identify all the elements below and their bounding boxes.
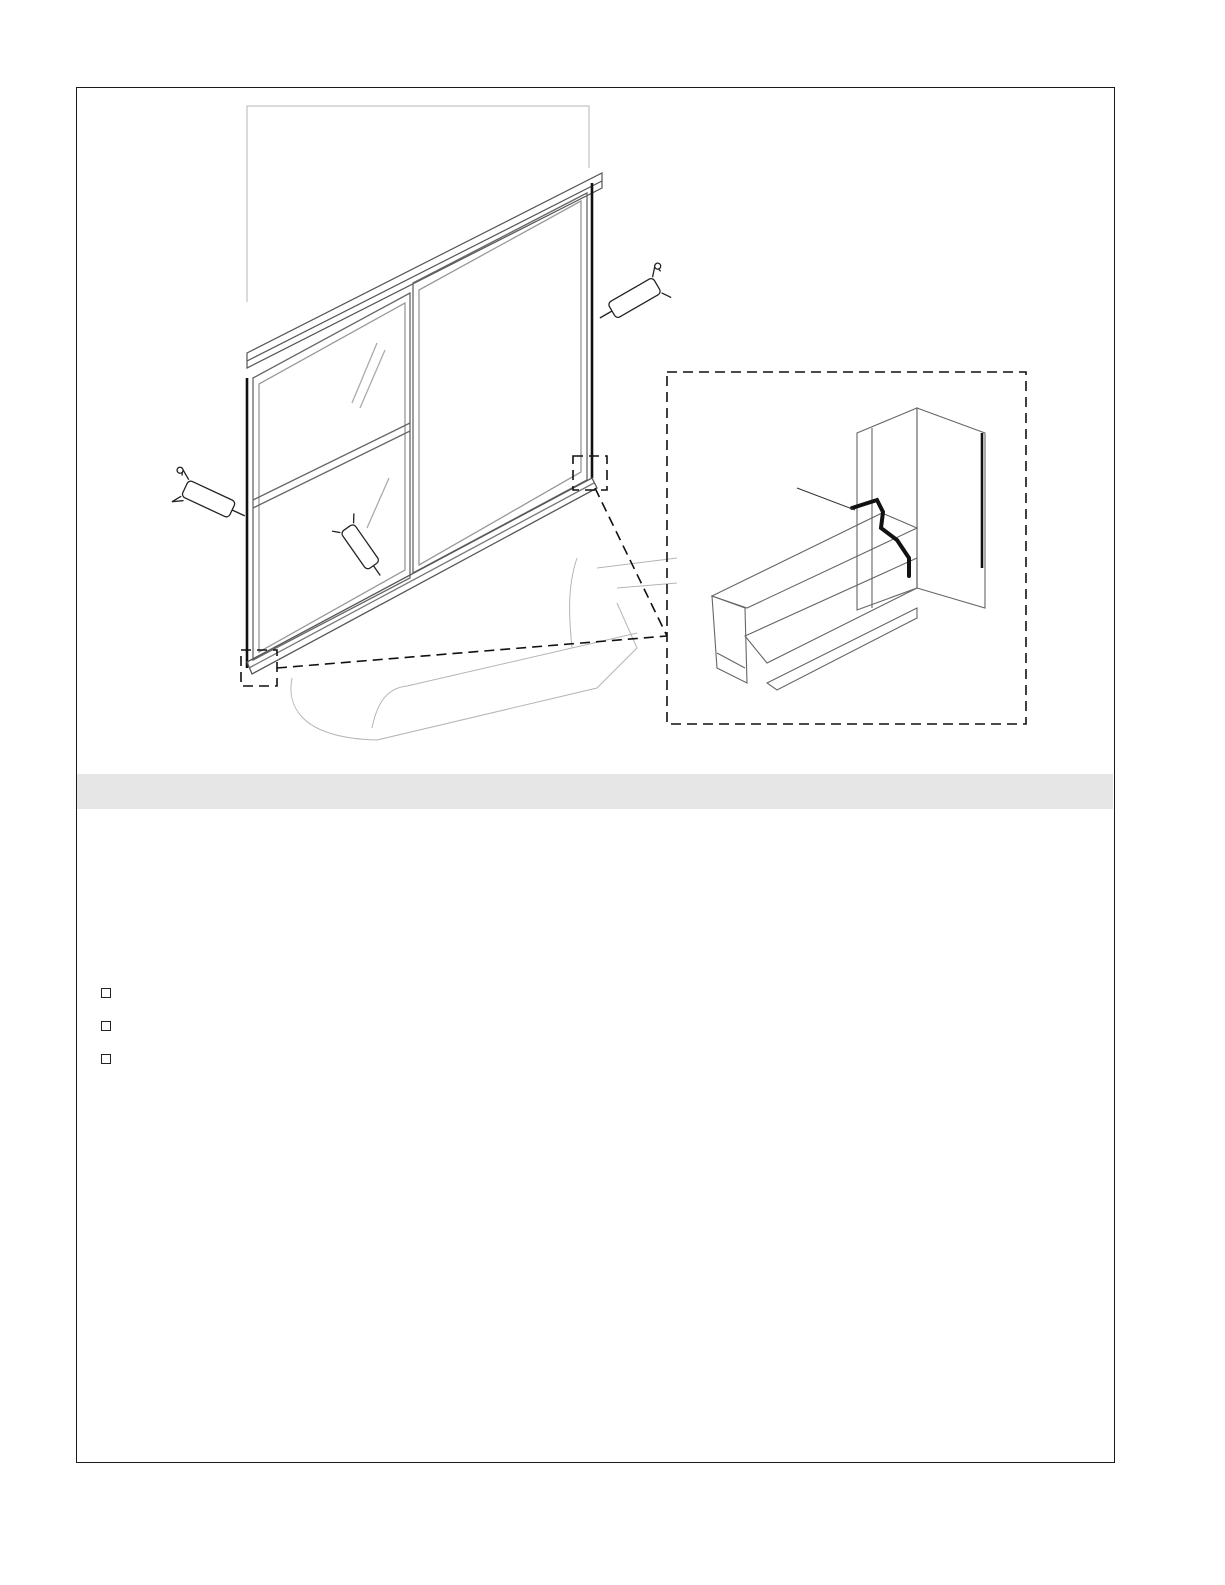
checklist [101, 976, 121, 1075]
shower-door-frame [247, 183, 597, 674]
header-rail [247, 173, 602, 368]
track-profile-detail [712, 408, 985, 690]
checkbox-icon[interactable] [101, 1021, 111, 1031]
checkbox-icon[interactable] [101, 988, 111, 998]
checklist-item [101, 976, 121, 1009]
checkbox-icon[interactable] [101, 1054, 111, 1064]
installation-illustration [77, 88, 1113, 778]
wall-outline [247, 106, 589, 302]
bathtub-outline [291, 603, 637, 740]
checklist-item [101, 1009, 121, 1042]
step-header-bar [77, 774, 1113, 809]
page-frame [76, 87, 1115, 1463]
checklist-item [101, 1042, 121, 1075]
caulk-gun-icon [164, 262, 677, 583]
